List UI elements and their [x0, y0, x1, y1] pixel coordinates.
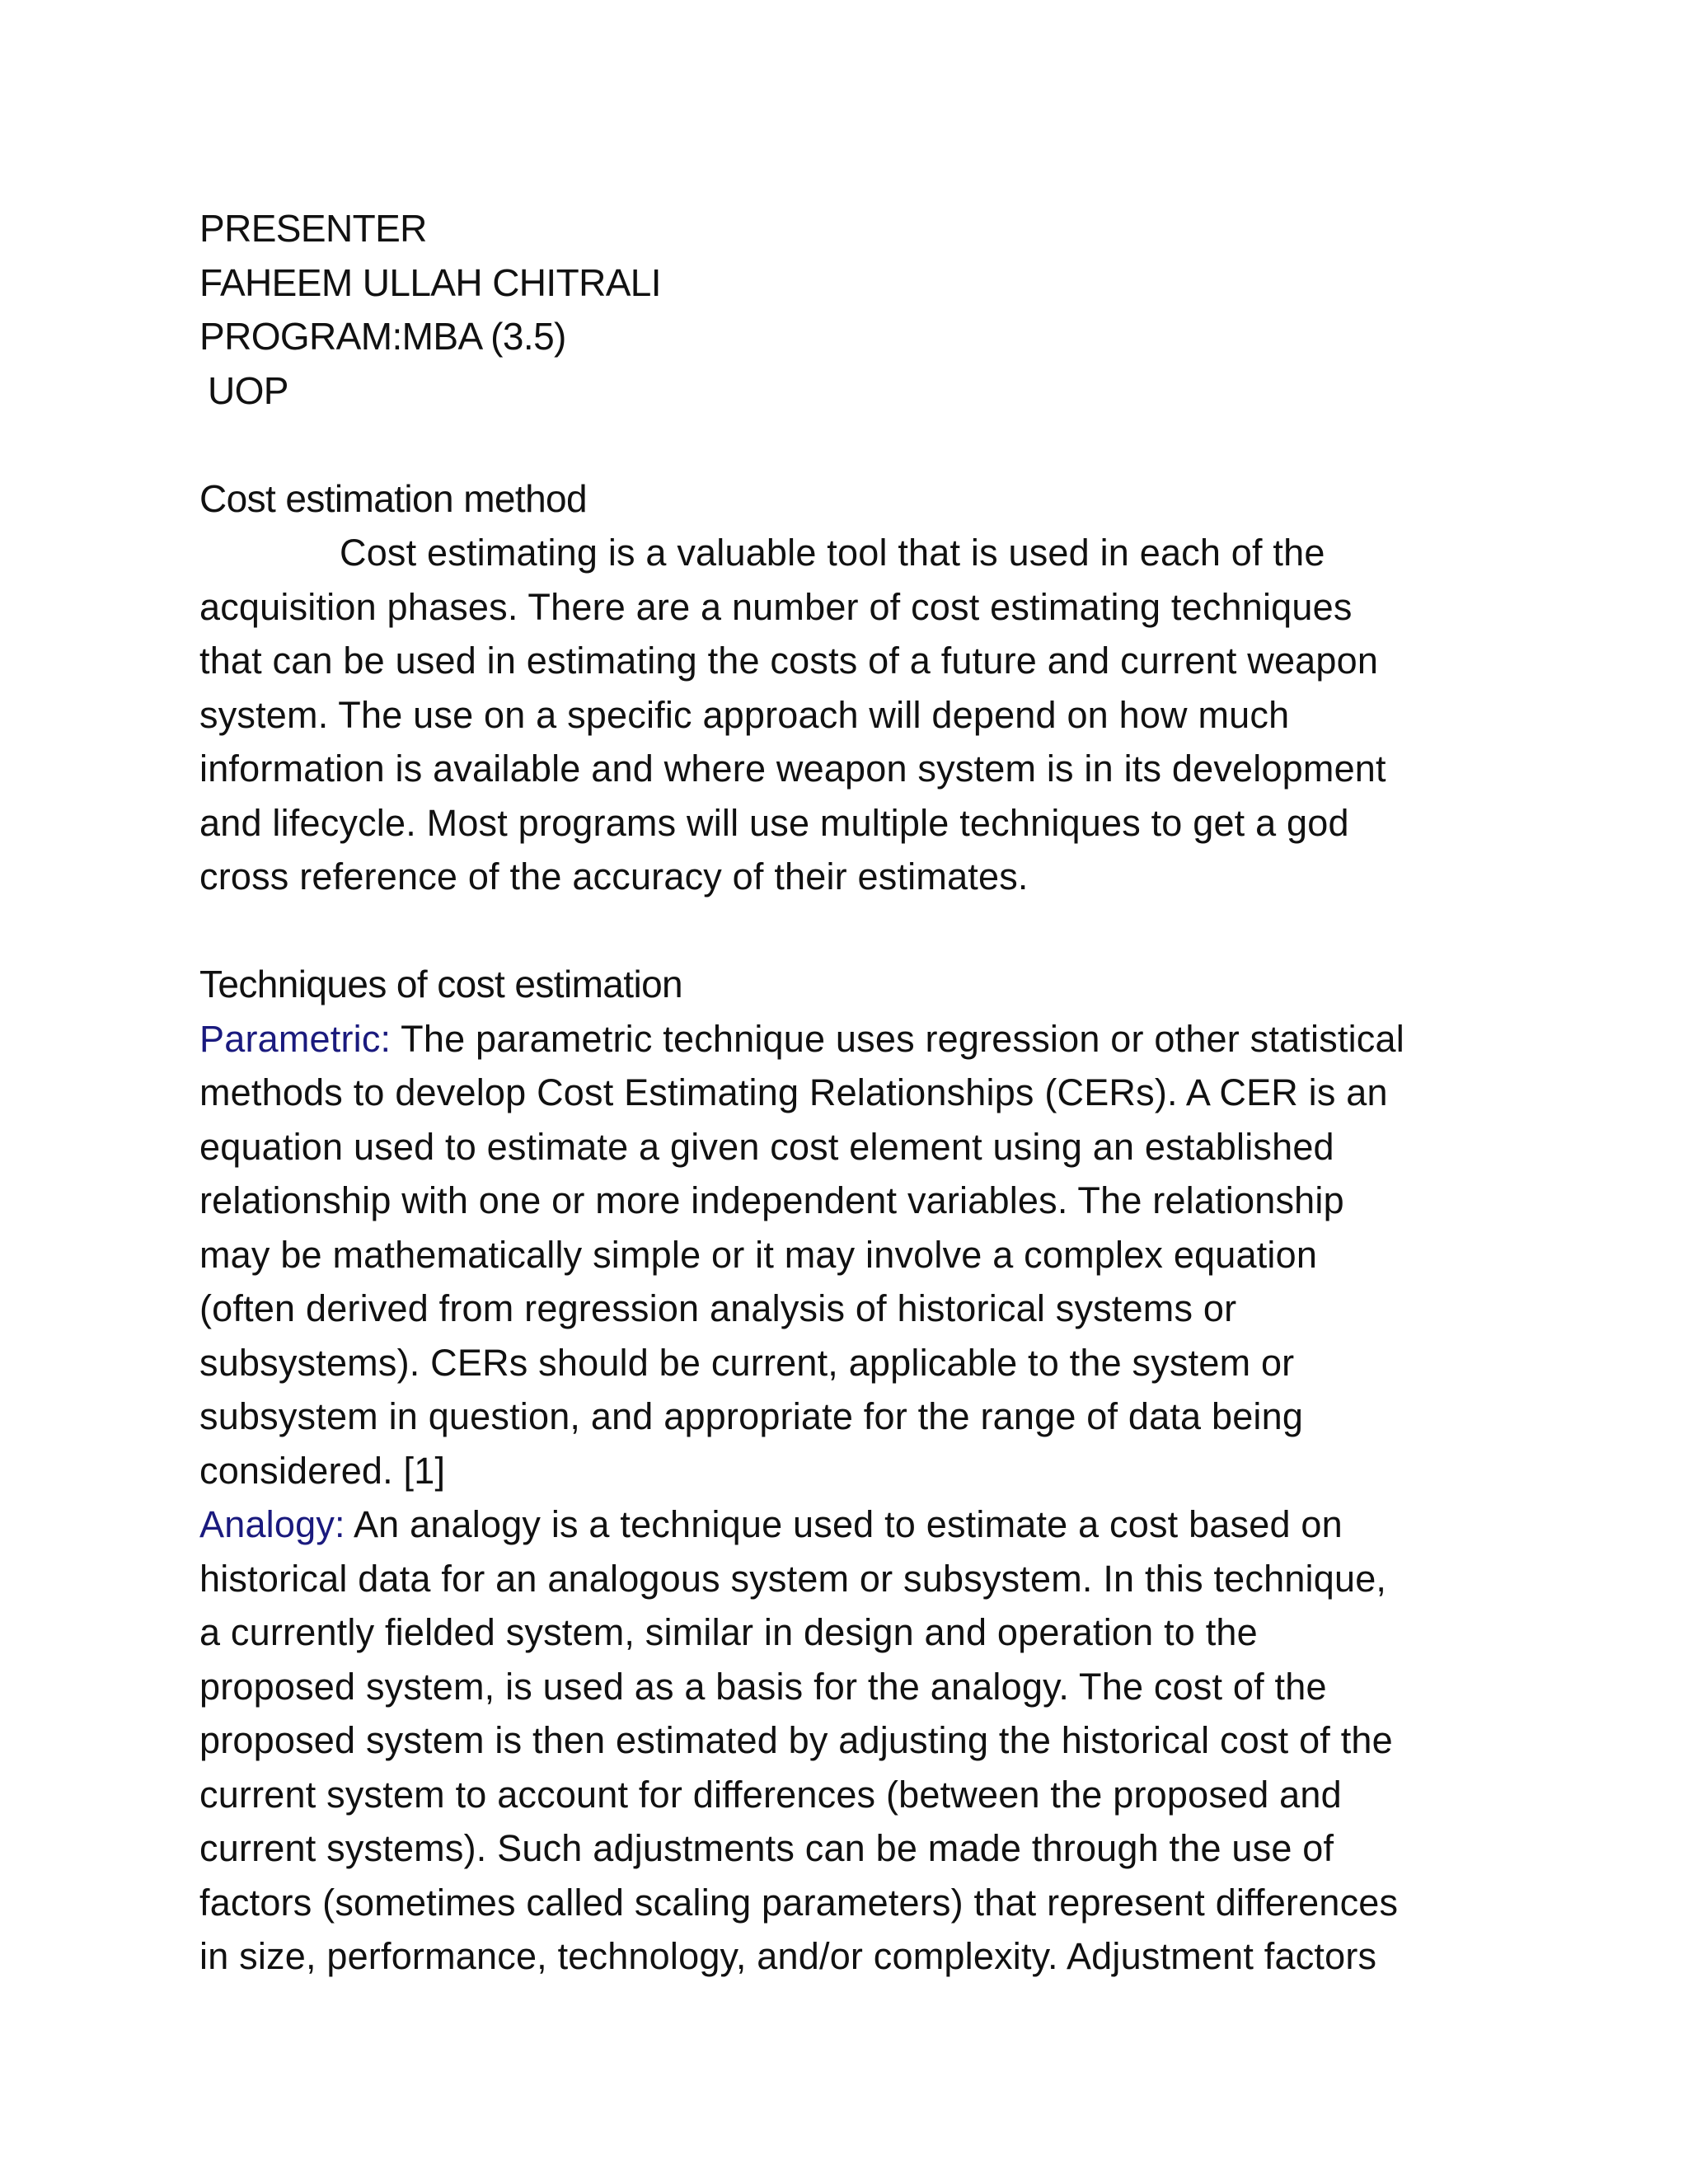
paragraph-line: acquisition phases. There are a number of cost estimating techniques [199, 585, 1353, 628]
paragraph-line: historical data for an analogous system or subsystem. In this technique, [199, 1557, 1387, 1600]
paragraph-line: proposed system, is used as a basis for the analogy. The cost of the [199, 1665, 1327, 1708]
parametric-first-line [199, 1012, 1493, 1066]
program-info: PROGRAM:MBA (3.5) [199, 315, 566, 358]
paragraph-line: Cost estimating is a valuable tool that is used in each of the [340, 532, 1325, 574]
paragraph-line: information is available and where weapon system is in its development [199, 748, 1386, 790]
spacer [199, 904, 1493, 958]
paragraph-line: factors (sometimes called scaling parameters) that represent differences [199, 1881, 1399, 1924]
paragraph-line: and lifecycle. Most programs will use multiple techniques to get a god [199, 801, 1349, 844]
spacer [199, 418, 1493, 472]
paragraph-line: cross reference of the accuracy of their estimates. [199, 855, 1029, 898]
presenter-label: PRESENTER [199, 207, 427, 250]
paragraph-line: relationship with one or more independent variables. The relationship [199, 1179, 1344, 1221]
paragraph-line: equation used to estimate a given cost element using an established [199, 1125, 1334, 1168]
paragraph-line: in size, performance, technology, and/or complexity. Adjustment factors [199, 1935, 1377, 1977]
presenter-name: FAHEEM ULLAH CHITRALI [199, 260, 661, 304]
paragraph-line: subsystems). CERs should be current, applicable to the system or [199, 1341, 1295, 1384]
paragraph-line: subsystem in question, and appropriate for the range of data being [199, 1395, 1304, 1437]
paragraph-line: a currently fielded system, similar in design and operation to the [199, 1611, 1258, 1653]
paragraph-line: proposed system is then estimated by adjusting the historical cost of the [199, 1719, 1393, 1761]
section-heading-techniques: Techniques of cost estimation [199, 963, 683, 1005]
paragraph-line: current system to account for differences (between the proposed and [199, 1773, 1342, 1816]
section-heading-cost-estimation-method: Cost estimation method [199, 476, 588, 520]
paragraph-line: considered. [1] [199, 1449, 446, 1492]
paragraph-line: system. The use on a specific approach will depend on how much [199, 693, 1290, 736]
document-body [199, 202, 1493, 1984]
parametric-first-line-text: The parametric technique uses regression or other statistical [391, 1017, 1404, 1060]
analogy-term: Analogy: [199, 1503, 345, 1545]
analogy-first-line [199, 1497, 1493, 1552]
paragraph-line: (often derived from regression analysis of historical systems or [199, 1287, 1237, 1329]
paragraph-line: may be mathematically simple or it may involve a complex equation [199, 1233, 1318, 1276]
parametric-term: Parametric: [199, 1017, 392, 1060]
university-name: UOP [208, 368, 288, 412]
paragraph-line: that can be used in estimating the costs of a future and current weapon [199, 640, 1379, 682]
paragraph-line: methods to develop Cost Estimating Relationships (CERs). A CER is an [199, 1071, 1388, 1113]
analogy-first-line-text: An analogy is a technique used to estimate a cost based on [345, 1503, 1343, 1545]
paragraph-line: current systems). Such adjustments can be made through the use of [199, 1827, 1334, 1869]
